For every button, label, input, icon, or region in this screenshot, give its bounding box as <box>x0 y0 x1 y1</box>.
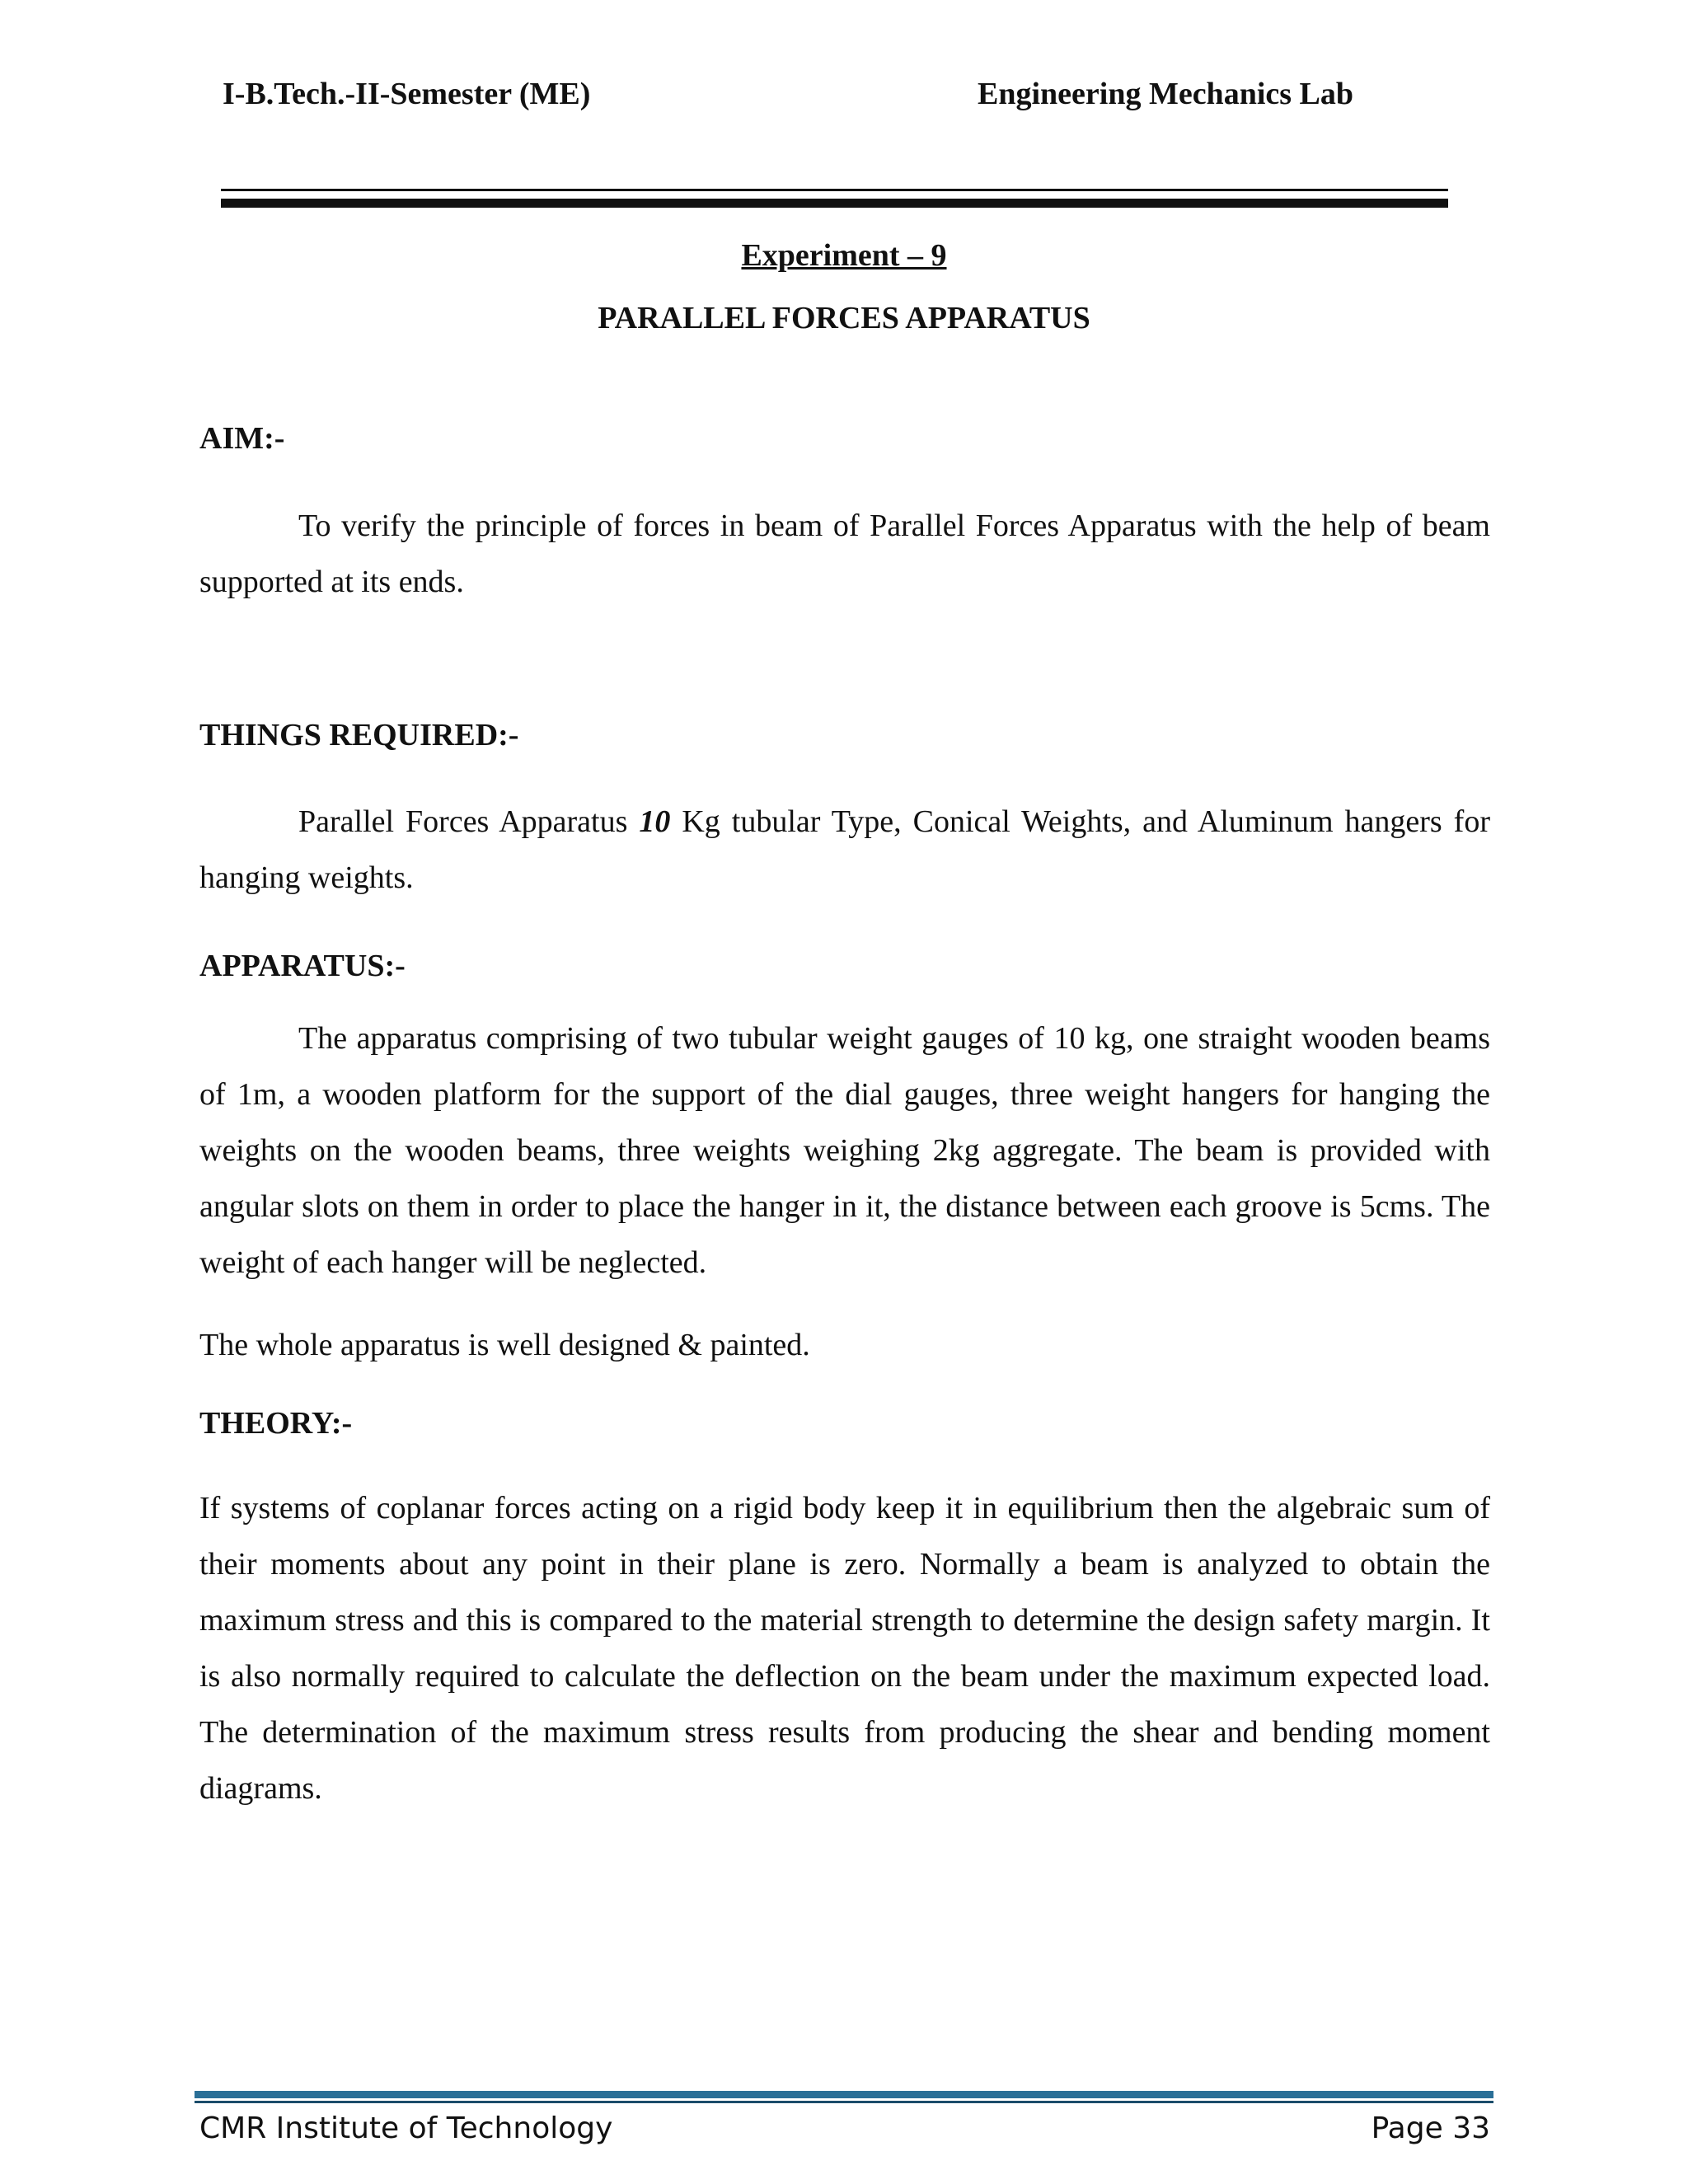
things-capacity-value: 10 <box>639 804 671 839</box>
theory-paragraph: If systems of coplanar forces acting on a rigid body keep it in equilibrium then the algebraic sum of their moments about any point in their plane is zero. Normally a beam is analyzed to obtain the maximum stress and this is compared to the material strength to determine the design safety margin. It is also normally required to calculate the deflection on the beam under the maximum expected load. The determination of the maximum stress results from producing the shear and bending moment diagrams. <box>199 1491 1490 1806</box>
apparatus-heading: APPARATUS:- <box>199 949 406 983</box>
apparatus-note: The whole apparatus is well designed & painted. <box>199 1328 810 1362</box>
aim-paragraph: To verify the principle of forces in beam of Parallel Forces Apparatus with the help of beam supported at its ends. <box>199 509 1490 599</box>
header-lab-name: Engineering Mechanics Lab <box>978 77 1354 111</box>
footer-page-number: Page 33 <box>1371 2111 1490 2145</box>
things-required-heading: THINGS REQUIRED:- <box>199 718 519 752</box>
header-divider-thin <box>221 189 1448 191</box>
aim-heading: AIM:- <box>199 421 285 456</box>
footer-divider-thin <box>195 2101 1493 2103</box>
theory-heading: THEORY:- <box>199 1406 353 1441</box>
header-course: I-B.Tech.-II-Semester (ME) <box>223 77 591 111</box>
things-required-paragraph <box>199 794 1490 906</box>
apparatus-paragraph: The apparatus comprising of two tubular weight gauges of 10 kg, one straight wooden beams of 1m, a wooden platform for the support of the dial gauges, three weight hangers for hanging the weights on the wooden beams, three weights weighing 2kg aggregate. The beam is provided with angular slots on them in order to place the hanger in it, the distance between each groove is 5cms. The weight of each hanger will be neglected. <box>199 1021 1490 1280</box>
header-divider-thick <box>221 199 1448 208</box>
things-text-start: Parallel Forces Apparatus <box>298 804 640 839</box>
experiment-number: Experiment – 9 <box>741 238 947 273</box>
things-text-end: Kg tubular Type, Conical Weights, and Aluminum hangers for hanging weights. <box>199 804 1490 895</box>
footer-divider-thick <box>195 2091 1493 2098</box>
footer-institute: CMR Institute of Technology <box>199 2111 613 2145</box>
experiment-title: PARALLEL FORCES APPARATUS <box>598 301 1090 335</box>
